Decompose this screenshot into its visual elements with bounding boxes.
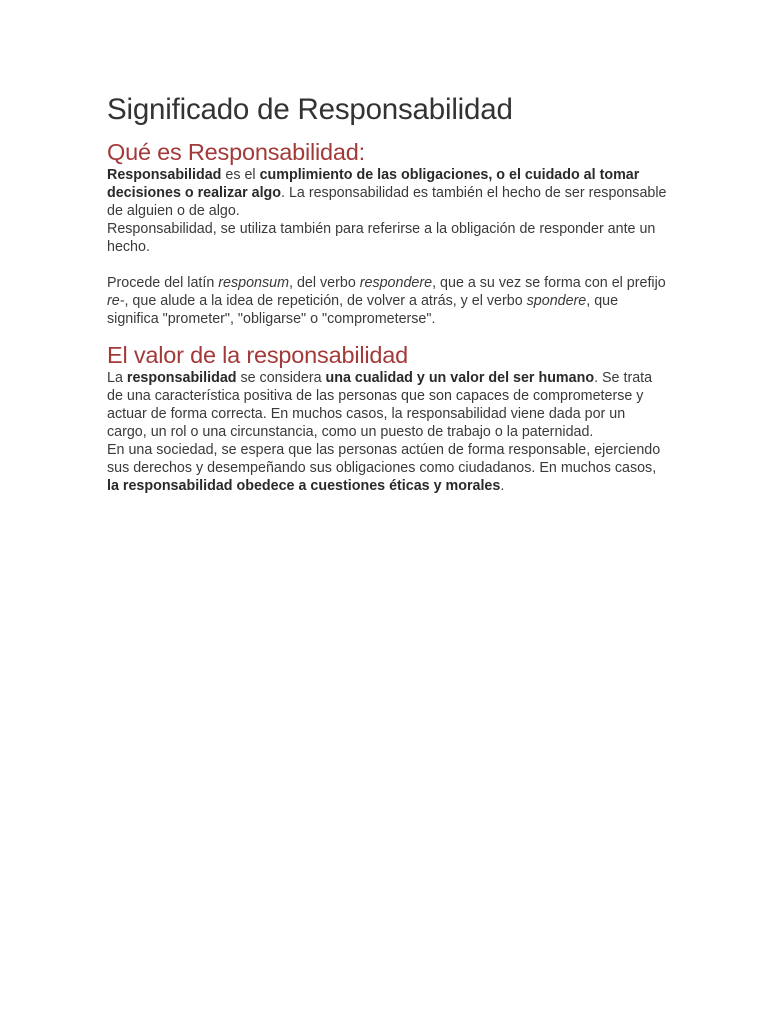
section-heading-valor: El valor de la responsabilidad [107,342,408,368]
italic-term: spondere [526,293,587,309]
text-run: Procede del latín [107,275,219,291]
bold-phrase: la responsabilidad obedece a cuestiones éticas y morales [107,478,501,494]
paragraph-usage: Responsabilidad, se utiliza también para referirse a la obligación de responder ante un hecho. [107,221,656,255]
paragraph-spacer [107,256,667,274]
paragraph-definition [107,166,667,220]
bold-definition: cumplimiento de las obligaciones, o el cuidado al tomar decisiones o realizar algo [107,167,640,201]
text-run: La [107,370,127,386]
text-run: En una sociedad, se espera que las personas actúen de forma responsable, ejerciendo sus derechos y desempeñando sus obligaciones como ciudadanos. En muchos casos, [107,442,661,476]
italic-term: responsum [218,275,290,291]
text-run: se considera [236,370,326,386]
document-page [107,92,667,495]
page-title: Significado de Responsabilidad [107,93,513,126]
bold-term: responsabilidad [126,370,237,386]
italic-term: respondere [359,275,433,291]
section-heading-que-es: Qué es Responsabilidad: [107,139,365,165]
paragraph-value [107,369,667,441]
paragraph-etymology [107,274,667,328]
text-run: . [500,478,505,494]
text-run: , que significa "prometer", "obligarse" o "comprometerse". [107,293,619,327]
text-run: . La responsabilidad es también el hecho de ser responsable de alguien o de algo. [107,185,667,219]
bold-phrase: una cualidad y un valor del ser humano [325,370,595,386]
bold-term: Responsabilidad [107,167,222,183]
paragraph-society [107,441,667,495]
text-run: , del verbo [289,275,360,291]
section-valor [107,341,667,495]
text-run: , que alude a la idea de repetición, de volver a atrás, y el verbo [124,293,527,309]
section-que-es [107,138,667,328]
text-run: . Se trata de una característica positiva de las personas que son capaces de comprometerse y actuar de forma correcta. En muchos casos, la responsabilidad viene dada por un cargo, un rol o una circunstancia, como un puesto de trabajo o la paternidad. [107,370,653,440]
italic-term: re- [107,293,125,309]
text-run: , que a su vez se forma con el prefijo [432,275,666,291]
text-run: es el [221,167,260,183]
